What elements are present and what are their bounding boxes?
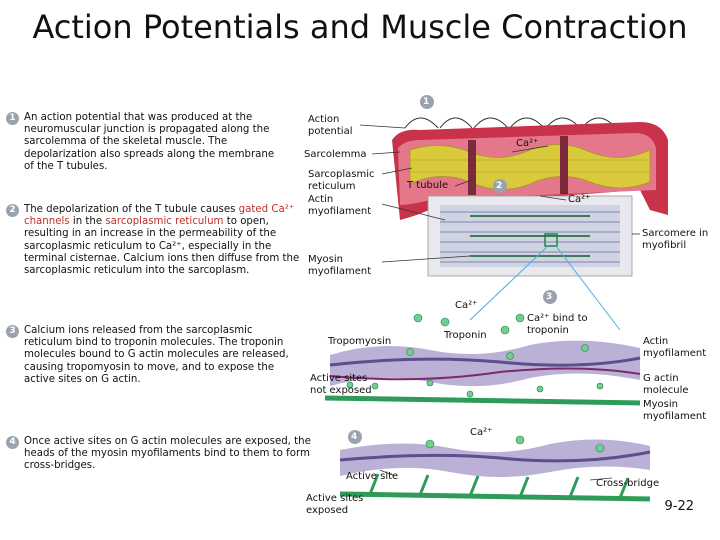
label-sarcolemma: Sarcolemma [304, 149, 367, 160]
label-active-sites-exposed: Active sites exposed [306, 493, 364, 516]
marker-2: 2 [496, 181, 503, 191]
label-actin-myofilament-right: Actin myofilament [643, 336, 707, 359]
page-title: Action Potentials and Muscle Contraction [32, 8, 688, 46]
marker-1: 1 [423, 97, 430, 107]
label-active-site: Active site [346, 471, 399, 482]
myofibril-panel [428, 196, 632, 276]
label-ca-step3: Ca²⁺ [455, 300, 478, 311]
step-number: 4 [6, 436, 19, 449]
label-action-potential: Action potential [308, 114, 353, 137]
label-cross-bridge: Cross-bridge [596, 478, 660, 489]
label-troponin: Troponin [444, 330, 487, 341]
page-number: 9-22 [664, 499, 694, 514]
step-number: 2 [6, 204, 19, 217]
label-myosin-myofilament: Myosin myofilament [308, 254, 372, 277]
label-ca-step4: Ca²⁺ [470, 427, 493, 438]
label-ca-top: Ca²⁺ [516, 138, 539, 149]
label-tropomyosin: Tropomyosin [328, 336, 392, 347]
label-sarcomere: Sarcomere in myofibril [642, 228, 709, 251]
label-sarcoplasmic-reticulum: Sarcoplasmic reticulum [308, 169, 375, 192]
label-active-sites-not-exposed: Active sites not exposed [310, 373, 372, 396]
label-myosin-myofilament-right: Myosin myofilament [643, 399, 707, 422]
marker-3: 3 [546, 292, 553, 302]
step-text: Once active sites on G actin molecules are exposed, the heads of the myosin myofilaments bind to them to form cross-bridges. [24, 436, 311, 472]
step-text-c: to open, resulting in an increase in the permeability of the sarcoplasmic reticulum to Ca²⁺, especially in the terminal cisternae. Calcium ions then diffuse from the sarcoplasmic reticulum into the sarcoplasm. [24, 216, 300, 277]
label-g-actin-molecule: G actin molecule [643, 373, 689, 396]
step-text-b: in the [69, 216, 106, 228]
step-text: Calcium ions released from the sarcoplasmic reticulum bind to troponin molecules. The troponin molecules bound to G actin molecules are released, causing tropomyosin to move, and to expose the active sites on G actin. [24, 325, 289, 385]
step-text-a: The depolarization of the T tubule causes [24, 204, 239, 215]
step-text: An action potential that was produced at the neuromuscular junction is propagated along the sarcolemma of the skeletal muscle. The depolarization also spreads along the membrane of the T tubules. [24, 112, 275, 172]
label-actin-myofilament: Actin myofilament [308, 194, 372, 217]
marker-4: 4 [351, 432, 358, 442]
step-number: 3 [6, 325, 19, 338]
step-highlight-sr: sarcoplasmic reticulum [105, 216, 224, 228]
label-ca-mid: Ca²⁺ [568, 194, 591, 205]
step-highlight-gated-channels: gated Ca²⁺ channels [24, 204, 295, 228]
step-number: 1 [6, 112, 19, 125]
label-t-tubule: T tubule [407, 180, 449, 191]
label-ca-bind-troponin: Ca²⁺ bind to troponin [527, 313, 588, 336]
